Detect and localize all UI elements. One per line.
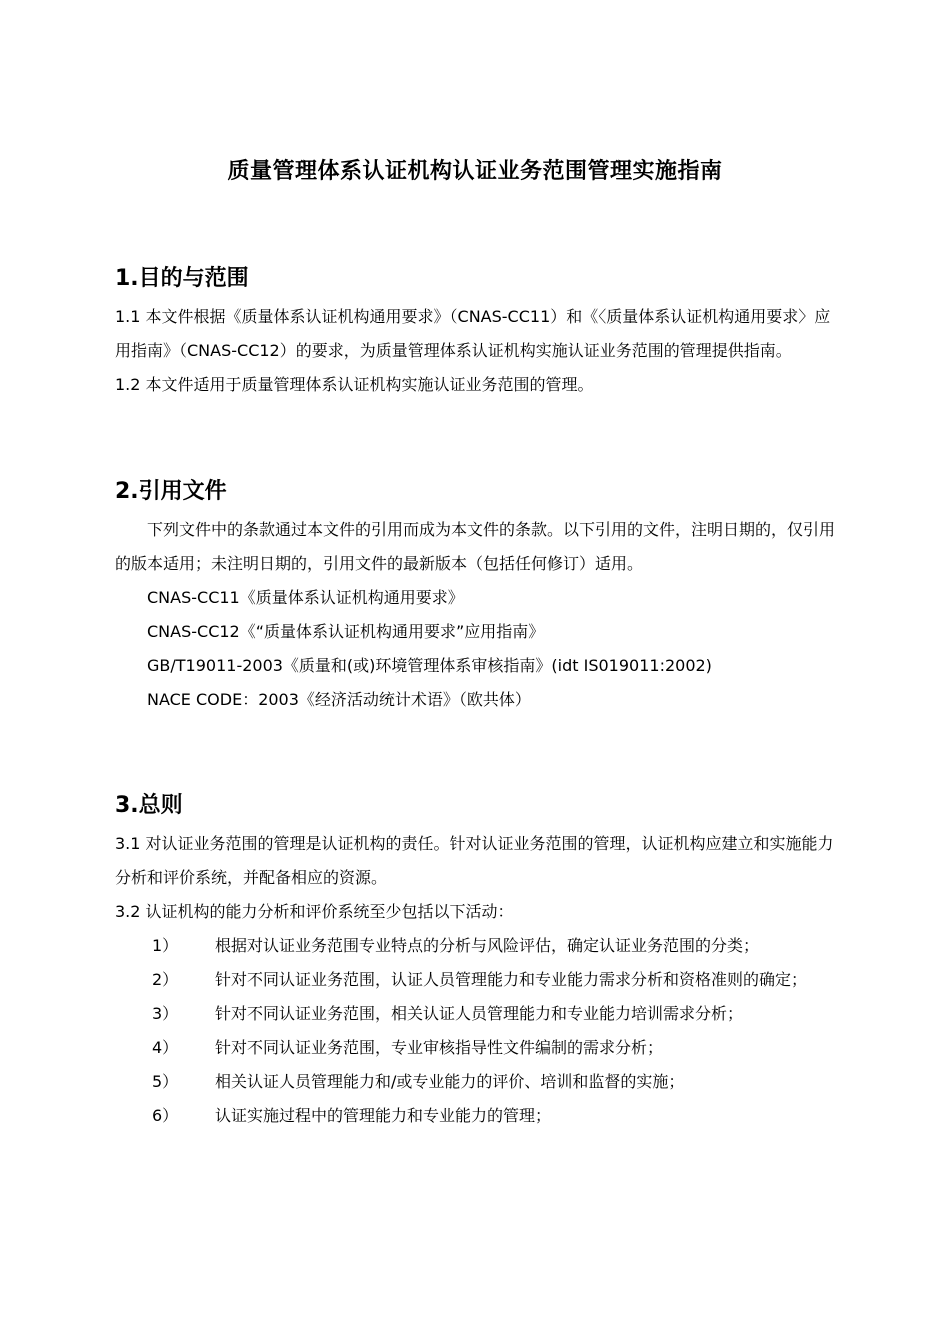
list-item-text: 针对不同认证业务范围，认证人员管理能力和专业能力需求分析和资格准则的确定； [215,970,808,989]
list-item [115,1031,840,1065]
section-general [115,789,840,1133]
reference-item: GB/T19011-2003《质量和(或)环境管理体系审核指南》(idt IS019011:2002) [147,656,712,675]
paragraph: 1.2 本文件适用于质量管理体系认证机构实施认证业务范围的管理。 [115,375,594,394]
reference-item: CNAS-CC12《“质量体系认证机构通用要求”应用指南》 [147,622,545,641]
list-item-text: 针对不同认证业务范围，专业审核指导性文件编制的需求分析； [215,1038,664,1057]
reference-item: CNAS-CC11《质量体系认证机构通用要求》 [147,588,464,607]
list-item [115,997,840,1031]
list-item [115,1065,840,1099]
list-item-text: 根据对认证业务范围专业特点的分析与风险评估，确定认证业务范围的分类； [215,936,760,955]
section-references [115,475,840,717]
list-item [115,1099,840,1133]
list-item-number: 4） [152,1038,179,1057]
section-heading: 1.目的与范围 [115,266,249,291]
list-item-number: 6） [152,1106,179,1125]
list-item-number: 2） [152,970,179,989]
reference-item: NACE CODE：2003《经济活动统计术语》（欧共体） [147,690,531,709]
paragraph: 1.1 本文件根据《质量体系认证机构通用要求》（CNAS-CC11）和《〈质量体系认证机构通用要求〉应用指南》（CNAS-CC12）的要求，为质量管理体系认证机构实施认证业务范围的管理提供指南。 [115,307,831,360]
section-purpose-scope [115,262,840,402]
list-item-text: 认证实施过程中的管理能力和专业能力的管理； [215,1106,552,1125]
list-item-number: 3） [152,1004,179,1023]
paragraph: 3.2 认证机构的能力分析和评价系统至少包括以下活动： [115,902,514,921]
section-heading: 2.引用文件 [115,479,227,504]
section-heading: 3.总则 [115,793,183,818]
paragraph: 下列文件中的条款通过本文件的引用而成为本文件的条款。以下引用的文件，注明日期的，仅引用的版本适用；未注明日期的，引用文件的最新版本（包括任何修订）适用。 [115,520,836,573]
list-item [115,963,840,997]
list-item-number: 1） [152,936,179,955]
paragraph: 3.1 对认证业务范围的管理是认证机构的责任。针对认证业务范围的管理，认证机构应建立和实施能力分析和评价系统，并配备相应的资源。 [115,834,834,887]
list-item [115,929,840,963]
list-item-text: 针对不同认证业务范围，相关认证人员管理能力和专业能力培训需求分析； [215,1004,744,1023]
list-item-text: 相关认证人员管理能力和/或专业能力的评价、培训和监督的实施； [215,1072,685,1091]
list-item-number: 5） [152,1072,179,1091]
document-title: 质量管理体系认证机构认证业务范围管理实施指南 [227,159,723,184]
